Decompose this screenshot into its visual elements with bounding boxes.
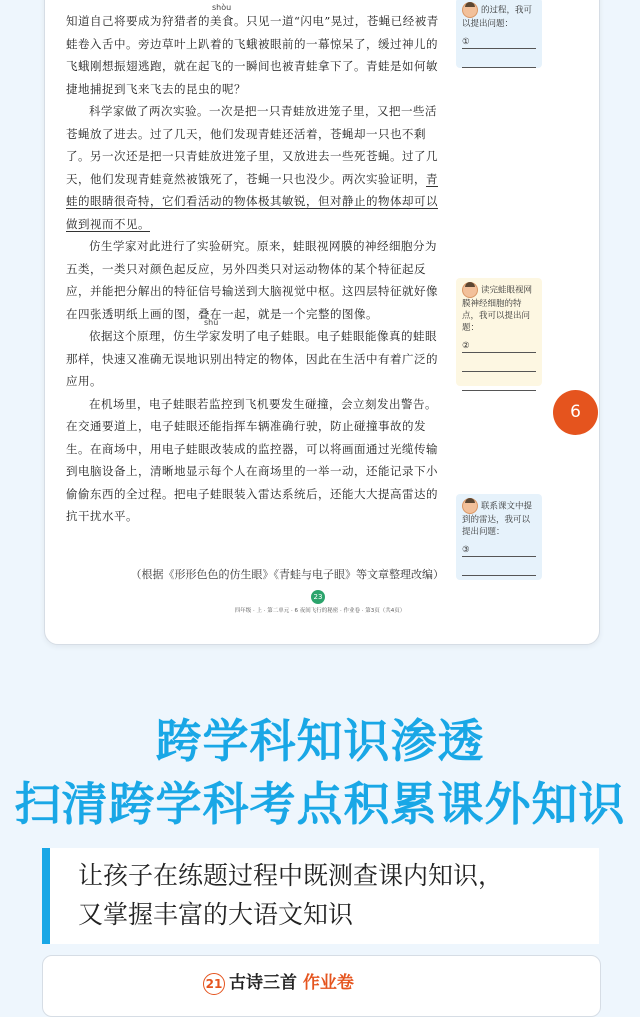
student-avatar-icon [462,498,478,514]
source-citation: （根据《形形色色的仿生眼》《青蛙与电子眼》等文章整理改编） [130,568,444,581]
answer-blank[interactable] [462,378,536,391]
answer-blank[interactable]: ② [462,340,536,353]
pinyin-annotation: shū [204,318,219,327]
description-line: 让孩子在练题过程中既测查课内知识， [78,861,504,890]
underlined-sentence: 青蛙的眼睛很奇特，它们看活动的物体极其敏锐，但对静止的物体却可以做到视而不见。 [66,171,438,231]
description-box [42,848,599,944]
side-note-1: 的过程，我可以提出问题： ① [456,0,542,68]
answer-blank[interactable]: ③ [462,544,536,557]
headline-primary: 跨学科知识渗透 [155,714,485,768]
next-worksheet-title: 21 古诗三首 作业卷 [203,968,354,995]
description-line: 又掌握丰富的大语文知识 [78,900,354,929]
article-paragraph: 知道自己将要成为狩猎者的美食。只见一道“闪电”晃过，苍蝇已经被青蛙卷入舌中。旁边草叶上趴着的飞蛾被眼前的一幕惊呆了，缓过神儿的飞蛾刚想振翅逃跑，就在起飞的一瞬间也被青蛙拿下了。青蛙是如何敏捷地捕捉到飞来飞去的昆虫的呢？ [66,14,439,96]
answer-blank[interactable] [462,359,536,372]
article-paragraph: 仿生学家对此进行了实验研究。原来，蛙眼视网膜的神经细胞分为五类，一类只对颜色起反应，另外四类只对运动物体的某个特征起反应，并能把分解出的特征信号输送到大脑视觉中枢。这四层特征就好像在四张透明纸上画的图，叠在一起，就是一个完整的图像。 [66,239,438,321]
article-paragraph: 科学家做了两次实验。一次是把一只青蛙放进笼子里，又把一些活苍蝇放了进去。过了几天，他们发现青蛙还活着，苍蝇却一只也不剩了。另一次还是把一只青蛙放进笼子里，又放进去一些死苍蝇。过了几天，他们发现青蛙竟然被饿死了，苍蝇一只也没少。两次实验证明，青蛙的眼睛很奇特，它们看活动的物体极其敏锐，但对静止的物体却可以做到视而不见。 [66,104,438,231]
student-avatar-icon [462,282,478,298]
pinyin-annotation: shòu [212,3,232,12]
lesson-number-badge: 21 [203,973,225,995]
article-paragraph: 在机场里，电子蛙眼若监控到飞机要发生碰撞，会立刻发出警告。在交通要道上，电子蛙眼还能指挥车辆准确行驶，防止碰撞事故的发生。在商场中，用电子蛙眼改装成的监控器，可以将画面通过光缆传输到电脑设备上，清晰地显示每个人在商场里的一举一动，还能记录下小偷偷东西的全过程。把电子蛙眼装入雷达系统后，还能大大提高雷达的抗干扰水平。 [66,396,438,523]
student-avatar-icon [462,2,478,18]
answer-blank[interactable] [462,55,536,68]
page-number-badge: 23 [311,590,325,604]
article-text [66,10,444,528]
answer-blank[interactable]: ① [462,36,536,49]
article-paragraph: 依据这个原理，仿生学家发明了电子蛙眼。电子蛙眼能像真的蛙眼那样，快速又准确无误地识别出特定的物体，因此在生活中有着广泛的应用。 [66,329,438,388]
worksheet-tag: 作业卷 [302,973,354,993]
section-number-badge: 6 [553,390,598,435]
headline-secondary: 扫清跨学科考点积累课外知识 [14,777,626,831]
page-footer: 四年级 · 上 · 第二单元 · 6 夜间飞行的秘密 · 作业卷 · 第3页（共4页） [234,608,406,614]
side-note-3: 联系课文中提到的雷达，我可以提出问题： ③ [456,494,542,580]
answer-blank[interactable] [462,563,536,576]
side-note-2: 读完蛙眼视网膜神经细胞的特点，我可以提出问题： ② [456,278,542,386]
